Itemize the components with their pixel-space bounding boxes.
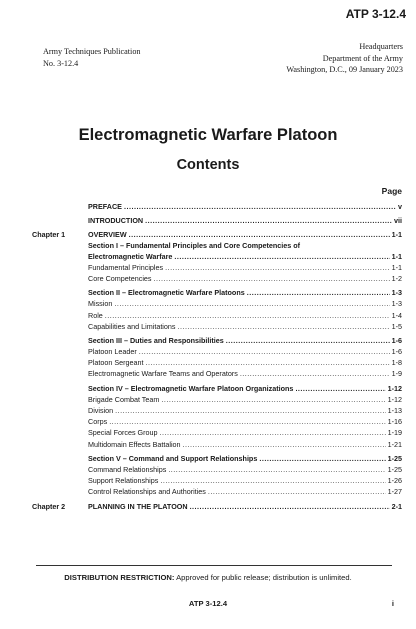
toc-page-number: 1-3	[391, 299, 402, 309]
toc-entry-label: Electromagnetic Warfare	[88, 251, 173, 261]
toc-entry-label: Capabilities and Limitations	[88, 321, 176, 331]
toc-entry-label: PREFACE	[88, 202, 122, 211]
toc-dot-leader	[240, 368, 390, 379]
toc-entry[interactable]	[0, 368, 416, 379]
footer-identifier: ATP 3-12.4	[188, 599, 228, 608]
distribution-label: DISTRIBUTION RESTRICTION:	[64, 573, 175, 582]
toc-entry-label: Role	[88, 310, 103, 320]
toc-page-number: 1-25	[387, 453, 402, 463]
toc-entry[interactable]	[0, 405, 416, 416]
toc-entry[interactable]	[0, 439, 416, 450]
toc-page-number: 2-1	[391, 501, 402, 511]
toc-dot-leader	[154, 273, 390, 284]
footer-page-number: i	[391, 599, 394, 608]
toc-dot-leader	[178, 321, 390, 332]
toc-entry[interactable]	[0, 273, 416, 284]
toc-page-number: 1-1	[391, 251, 402, 261]
toc-dot-leader	[109, 416, 385, 427]
toc-page-number: 1-4	[391, 310, 402, 320]
toc-dot-leader	[160, 427, 386, 438]
toc-dot-leader	[114, 298, 389, 309]
toc-entry-label: Section II – Electromagnetic Warfare Platoons	[88, 288, 245, 298]
toc-entry[interactable]	[0, 383, 416, 394]
distribution-text: Approved for public release; distribution is unlimited.	[174, 573, 352, 582]
toc-entry[interactable]	[0, 310, 416, 321]
toc-entry[interactable]	[0, 357, 416, 368]
toc-page-number: 1-12	[387, 383, 402, 393]
toc-entry[interactable]	[0, 335, 416, 346]
table-of-contents	[0, 201, 416, 512]
toc-entry[interactable]	[0, 215, 416, 226]
publication-type: Army Techniques Publication	[43, 47, 141, 56]
toc-page-number: 1-1	[391, 230, 402, 240]
toc-entry-label: Fundamental Principles	[88, 262, 164, 272]
toc-dot-leader	[208, 486, 386, 497]
department-label: Department of the Army	[322, 53, 403, 63]
toc-entry-label: Multidomain Effects Battalion	[88, 439, 181, 449]
publication-info	[43, 46, 141, 70]
toc-entry[interactable]	[0, 262, 416, 273]
toc-entry-label: Section V – Command and Support Relationships	[88, 453, 258, 463]
toc-entry-label: Control Relationships and Authorities	[88, 487, 206, 497]
toc-page-number: 1-12	[387, 394, 402, 404]
headquarters-label: Headquarters	[359, 42, 403, 51]
toc-page-number: 1-26	[387, 476, 402, 486]
toc-page-number: 1-3	[391, 288, 402, 298]
toc-entry-label: Corps	[88, 417, 108, 427]
toc-page-number: 1-19	[387, 428, 402, 438]
toc-entry-label: Brigade Combat Team	[88, 394, 160, 404]
toc-entry[interactable]	[0, 501, 416, 512]
page-identifier: ATP 3-12.4	[345, 7, 406, 21]
toc-chapter-number: Chapter 1	[32, 230, 66, 240]
publication-number: No. 3-12.4	[43, 59, 79, 68]
divider	[36, 565, 392, 566]
toc-page-number: 1-8	[391, 358, 402, 368]
toc-entry[interactable]	[0, 394, 416, 405]
toc-entry-label: PLANNING IN THE PLATOON	[88, 501, 188, 511]
toc-page-number: 1-1	[391, 262, 402, 272]
toc-dot-leader	[247, 287, 390, 298]
toc-page-number: 1-2	[391, 273, 402, 283]
toc-entry[interactable]	[0, 427, 416, 438]
toc-page-number: vii	[394, 216, 402, 226]
toc-page-number: v	[398, 202, 402, 211]
toc-entry-label: Division	[88, 406, 114, 415]
toc-entry-label: Section IV – Electromagnetic Warfare Platoon Organizations	[88, 383, 294, 393]
toc-dot-leader	[105, 310, 390, 321]
toc-dot-leader	[161, 394, 385, 405]
toc-dot-leader	[146, 357, 390, 368]
toc-entry[interactable]	[0, 321, 416, 332]
toc-page-number: 1-6	[391, 347, 402, 357]
contents-heading: Contents	[176, 157, 240, 173]
place-date: Washington, D.C., 09 January 2023	[286, 65, 403, 74]
toc-page-number: 1-25	[387, 464, 402, 474]
toc-dot-leader	[183, 439, 386, 450]
toc-entry-label: Mission	[88, 299, 113, 309]
toc-entry-label: Platoon Leader	[88, 347, 137, 357]
toc-page-number: 1-5	[391, 321, 402, 331]
toc-entry[interactable]	[0, 346, 416, 357]
toc-dot-leader	[145, 215, 392, 226]
toc-page-number: 1-9	[391, 369, 402, 379]
toc-dot-leader	[226, 335, 390, 346]
toc-dot-leader	[190, 501, 390, 512]
toc-dot-leader	[295, 383, 385, 394]
toc-page-number: 1-27	[387, 487, 402, 497]
toc-entry-wrapped-line: Section I – Fundamental Principles and Core Competencies of	[88, 240, 301, 250]
toc-dot-leader	[115, 405, 385, 416]
toc-entry[interactable]	[0, 475, 416, 486]
toc-entry-label: Support Relationships	[88, 476, 159, 486]
toc-page-number: 1-13	[387, 406, 402, 415]
toc-entry[interactable]	[0, 464, 416, 475]
toc-dot-leader	[160, 475, 385, 486]
toc-entry-label: INTRODUCTION	[88, 216, 144, 226]
toc-entry-label: Core Competencies	[88, 273, 152, 283]
toc-dot-leader	[129, 229, 390, 240]
toc-dot-leader	[168, 464, 385, 475]
distribution-statement	[0, 573, 416, 582]
toc-entry[interactable]	[0, 298, 416, 309]
toc-entry[interactable]	[0, 287, 416, 298]
toc-page-number: 1-16	[387, 417, 402, 427]
toc-dot-leader	[259, 453, 385, 464]
toc-dot-leader	[139, 346, 390, 357]
toc-entry-label: Command Relationships	[88, 464, 167, 474]
toc-entry[interactable]	[0, 416, 416, 427]
toc-entry-label: OVERVIEW	[88, 230, 127, 240]
toc-entry[interactable]	[0, 229, 416, 240]
toc-entry[interactable]	[0, 486, 416, 497]
toc-dot-leader	[174, 251, 389, 262]
toc-entry-label: Special Forces Group	[88, 428, 158, 438]
document-title: Electromagnetic Warfare Platoon	[78, 126, 338, 144]
toc-entry-label: Platoon Sergeant	[88, 358, 144, 368]
toc-entry[interactable]	[0, 453, 416, 464]
toc-entry[interactable]	[0, 251, 416, 262]
toc-dot-leader	[124, 201, 396, 212]
toc-entry[interactable]	[0, 201, 416, 212]
toc-dot-leader	[165, 262, 390, 273]
toc-page-number: 1-6	[391, 335, 402, 345]
toc-entry-label: Electromagnetic Warfare Teams and Operators	[88, 369, 238, 379]
page-column-label: Page	[381, 186, 402, 196]
toc-entry-label: Section III – Duties and Responsibilities	[88, 335, 224, 345]
toc-page-number: 1-21	[387, 439, 402, 449]
issuing-authority	[286, 41, 403, 76]
toc-chapter-number: Chapter 2	[32, 501, 66, 511]
